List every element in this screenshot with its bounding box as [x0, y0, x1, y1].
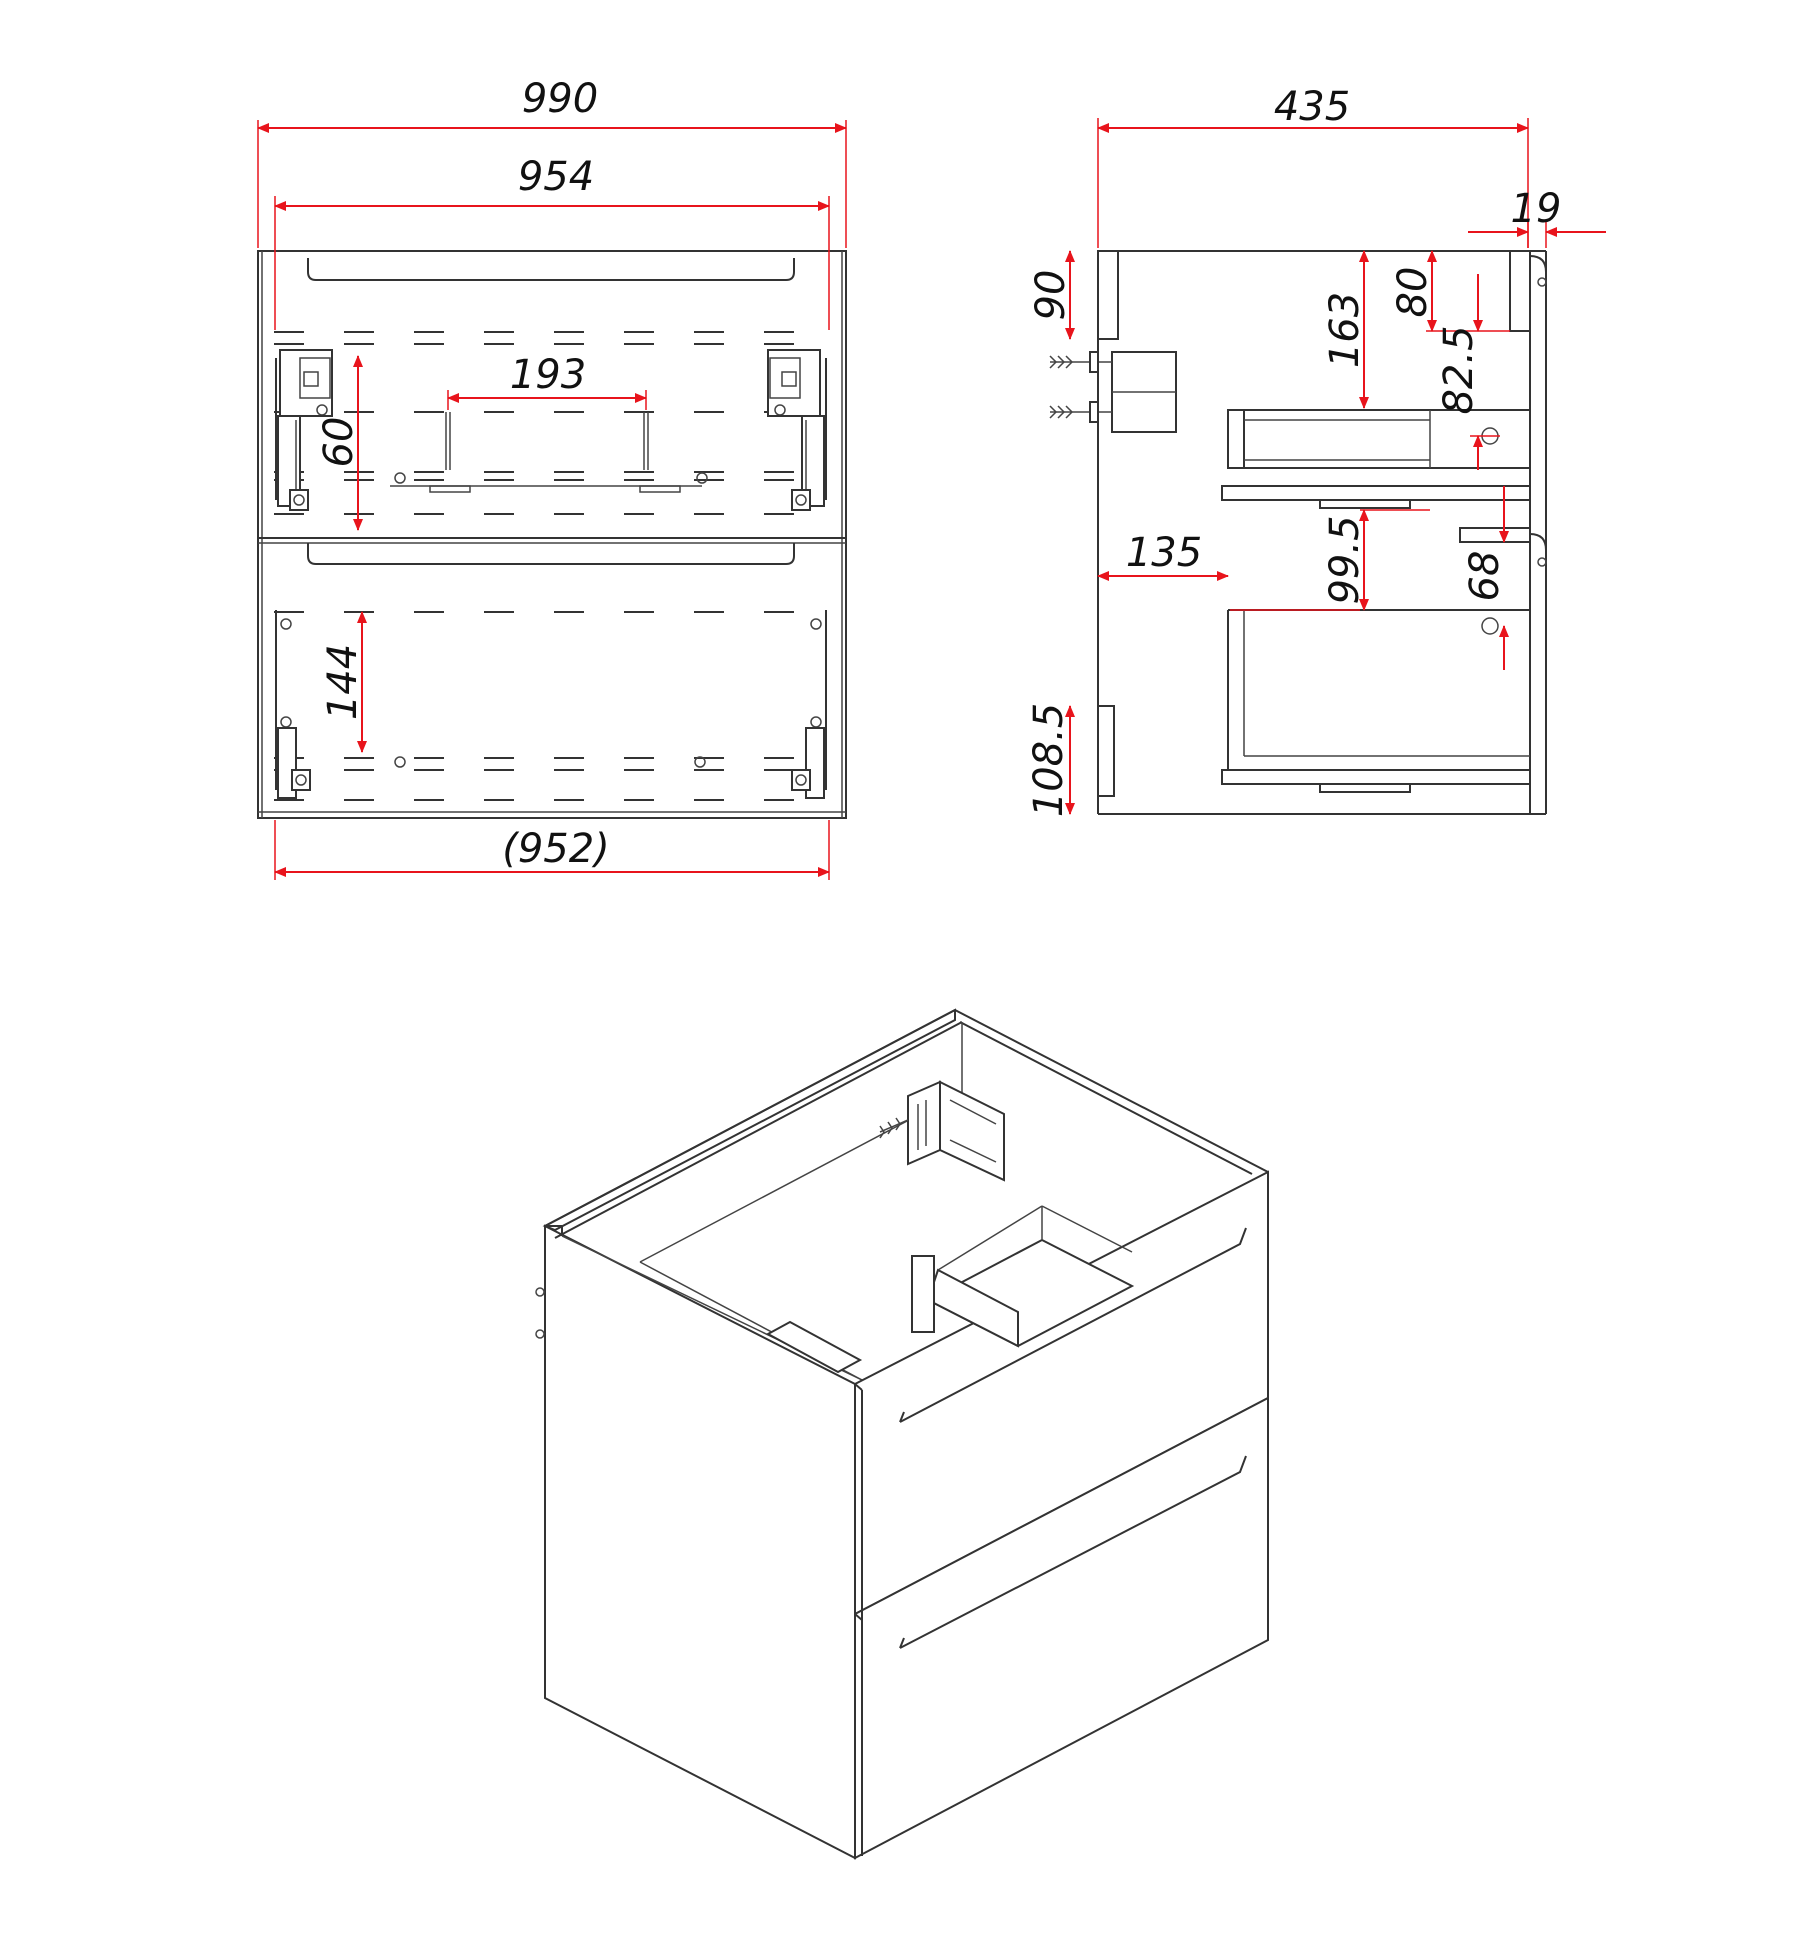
- dim-top-drawer-offset: 163: [1322, 291, 1368, 369]
- dim-bracket-height: 60: [316, 416, 362, 468]
- hanging-bracket-right: [768, 350, 826, 510]
- iso-hanging-bracket: [880, 1082, 1004, 1180]
- handle-groove-bottom: [308, 543, 794, 564]
- wall-mount-screws: [1050, 352, 1176, 432]
- dim-lower-hole: 68: [1462, 550, 1508, 602]
- dim-bracket-spacing: 193: [509, 352, 587, 398]
- dim-lower-drawer-offset: 99.5: [1322, 515, 1368, 605]
- dim-overall-width: 990: [521, 76, 599, 122]
- dim-lower-rail-height: 144: [320, 643, 366, 721]
- dim-drawer-setback: 135: [1125, 530, 1203, 576]
- dim-top-panel: 90: [1028, 269, 1074, 321]
- top-rail: [1098, 251, 1118, 339]
- cabinet-outline: [258, 251, 846, 818]
- dim-top-strip: 80: [1390, 266, 1436, 318]
- upper-drawer-side: [1222, 410, 1530, 508]
- dim-bottom-bracket: 108.5: [1026, 702, 1072, 818]
- handle-groove-top: [308, 258, 794, 280]
- dim-drawer-width: (952): [502, 826, 610, 872]
- side-view: [1026, 84, 1606, 817]
- dim-upper-hole: 82.5: [1436, 325, 1482, 415]
- dim-inner-width: 954: [517, 154, 595, 200]
- dim-depth: 435: [1273, 84, 1351, 130]
- dim-top-offset: 19: [1510, 186, 1562, 232]
- iso-side-panel: [545, 1226, 855, 1858]
- front-view: [258, 76, 846, 880]
- isometric-view: [536, 1010, 1268, 1858]
- front-top-strip: [1510, 251, 1530, 331]
